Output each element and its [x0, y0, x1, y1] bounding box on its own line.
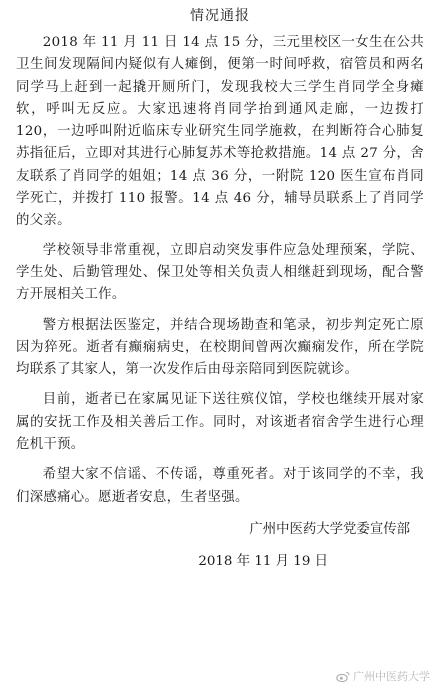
paragraph-police-findings: 警方根据法医鉴定，并结合现场勘查和笔录，初步判定死亡原因为猝死。逝者有癫痫病史，在校期间曾两次癫痫发作，所在学院均联系了其家人，第一次发作后由母亲陪同到医院就诊。 [16, 317, 424, 378]
paragraph-current-status: 目前，逝者已在家属见证下送往殡仪馆，学校也继续开展对家属的安抚工作及相关善后工作。同时，对该逝者宿舍学生进行心理危机干预。 [16, 392, 424, 453]
document-date: 2018 年 11 月 19 日 [198, 553, 328, 569]
paragraph-appeal: 希望大家不信谣、不传谣，尊重死者。对于该同学的不幸，我们深感痛心。愿逝者安息，生者坚强。 [16, 467, 424, 505]
watermark-text: 广州中医药大学 [353, 670, 430, 683]
paragraph-school-response: 学校领导非常重视，立即启动突发事件应急处理预案，学院、学生处、后勤管理处、保卫处等相关负责人相继赶到现场，配合警方开展相关工作。 [16, 242, 424, 303]
document-title: 情况通报 [190, 8, 250, 24]
weibo-watermark [336, 668, 430, 684]
paragraph-incident: 2018 年 11 月 11 日 14 点 15 分，三元里校区一女生在公共卫生间发现隔间内疑似有人瘫倒，便第一时间呼救，宿管员和两名同学马上赶到一起撬开厕所门，发现我校大三学生肖同学全身瘫软，呼叫无反应。大家迅速将肖同学抬到通风走廊，一边拨打 120，一边呼叫附近临床专业研究生同学施救，在判断符合心肺复苏指征后，立即对其进行心肺复苏术等抢救措施。14 点 27 分，舍友联系了肖同学的姐姐；14 点 36 分，一附院 120 医生宣布肖同学死亡，并拨打 110 报警。14 点 46 分，辅导员联系上了肖同学的父亲。 [16, 35, 424, 229]
weibo-icon [336, 671, 350, 682]
signature: 广州中医药大学党委宣传部 [249, 521, 410, 537]
